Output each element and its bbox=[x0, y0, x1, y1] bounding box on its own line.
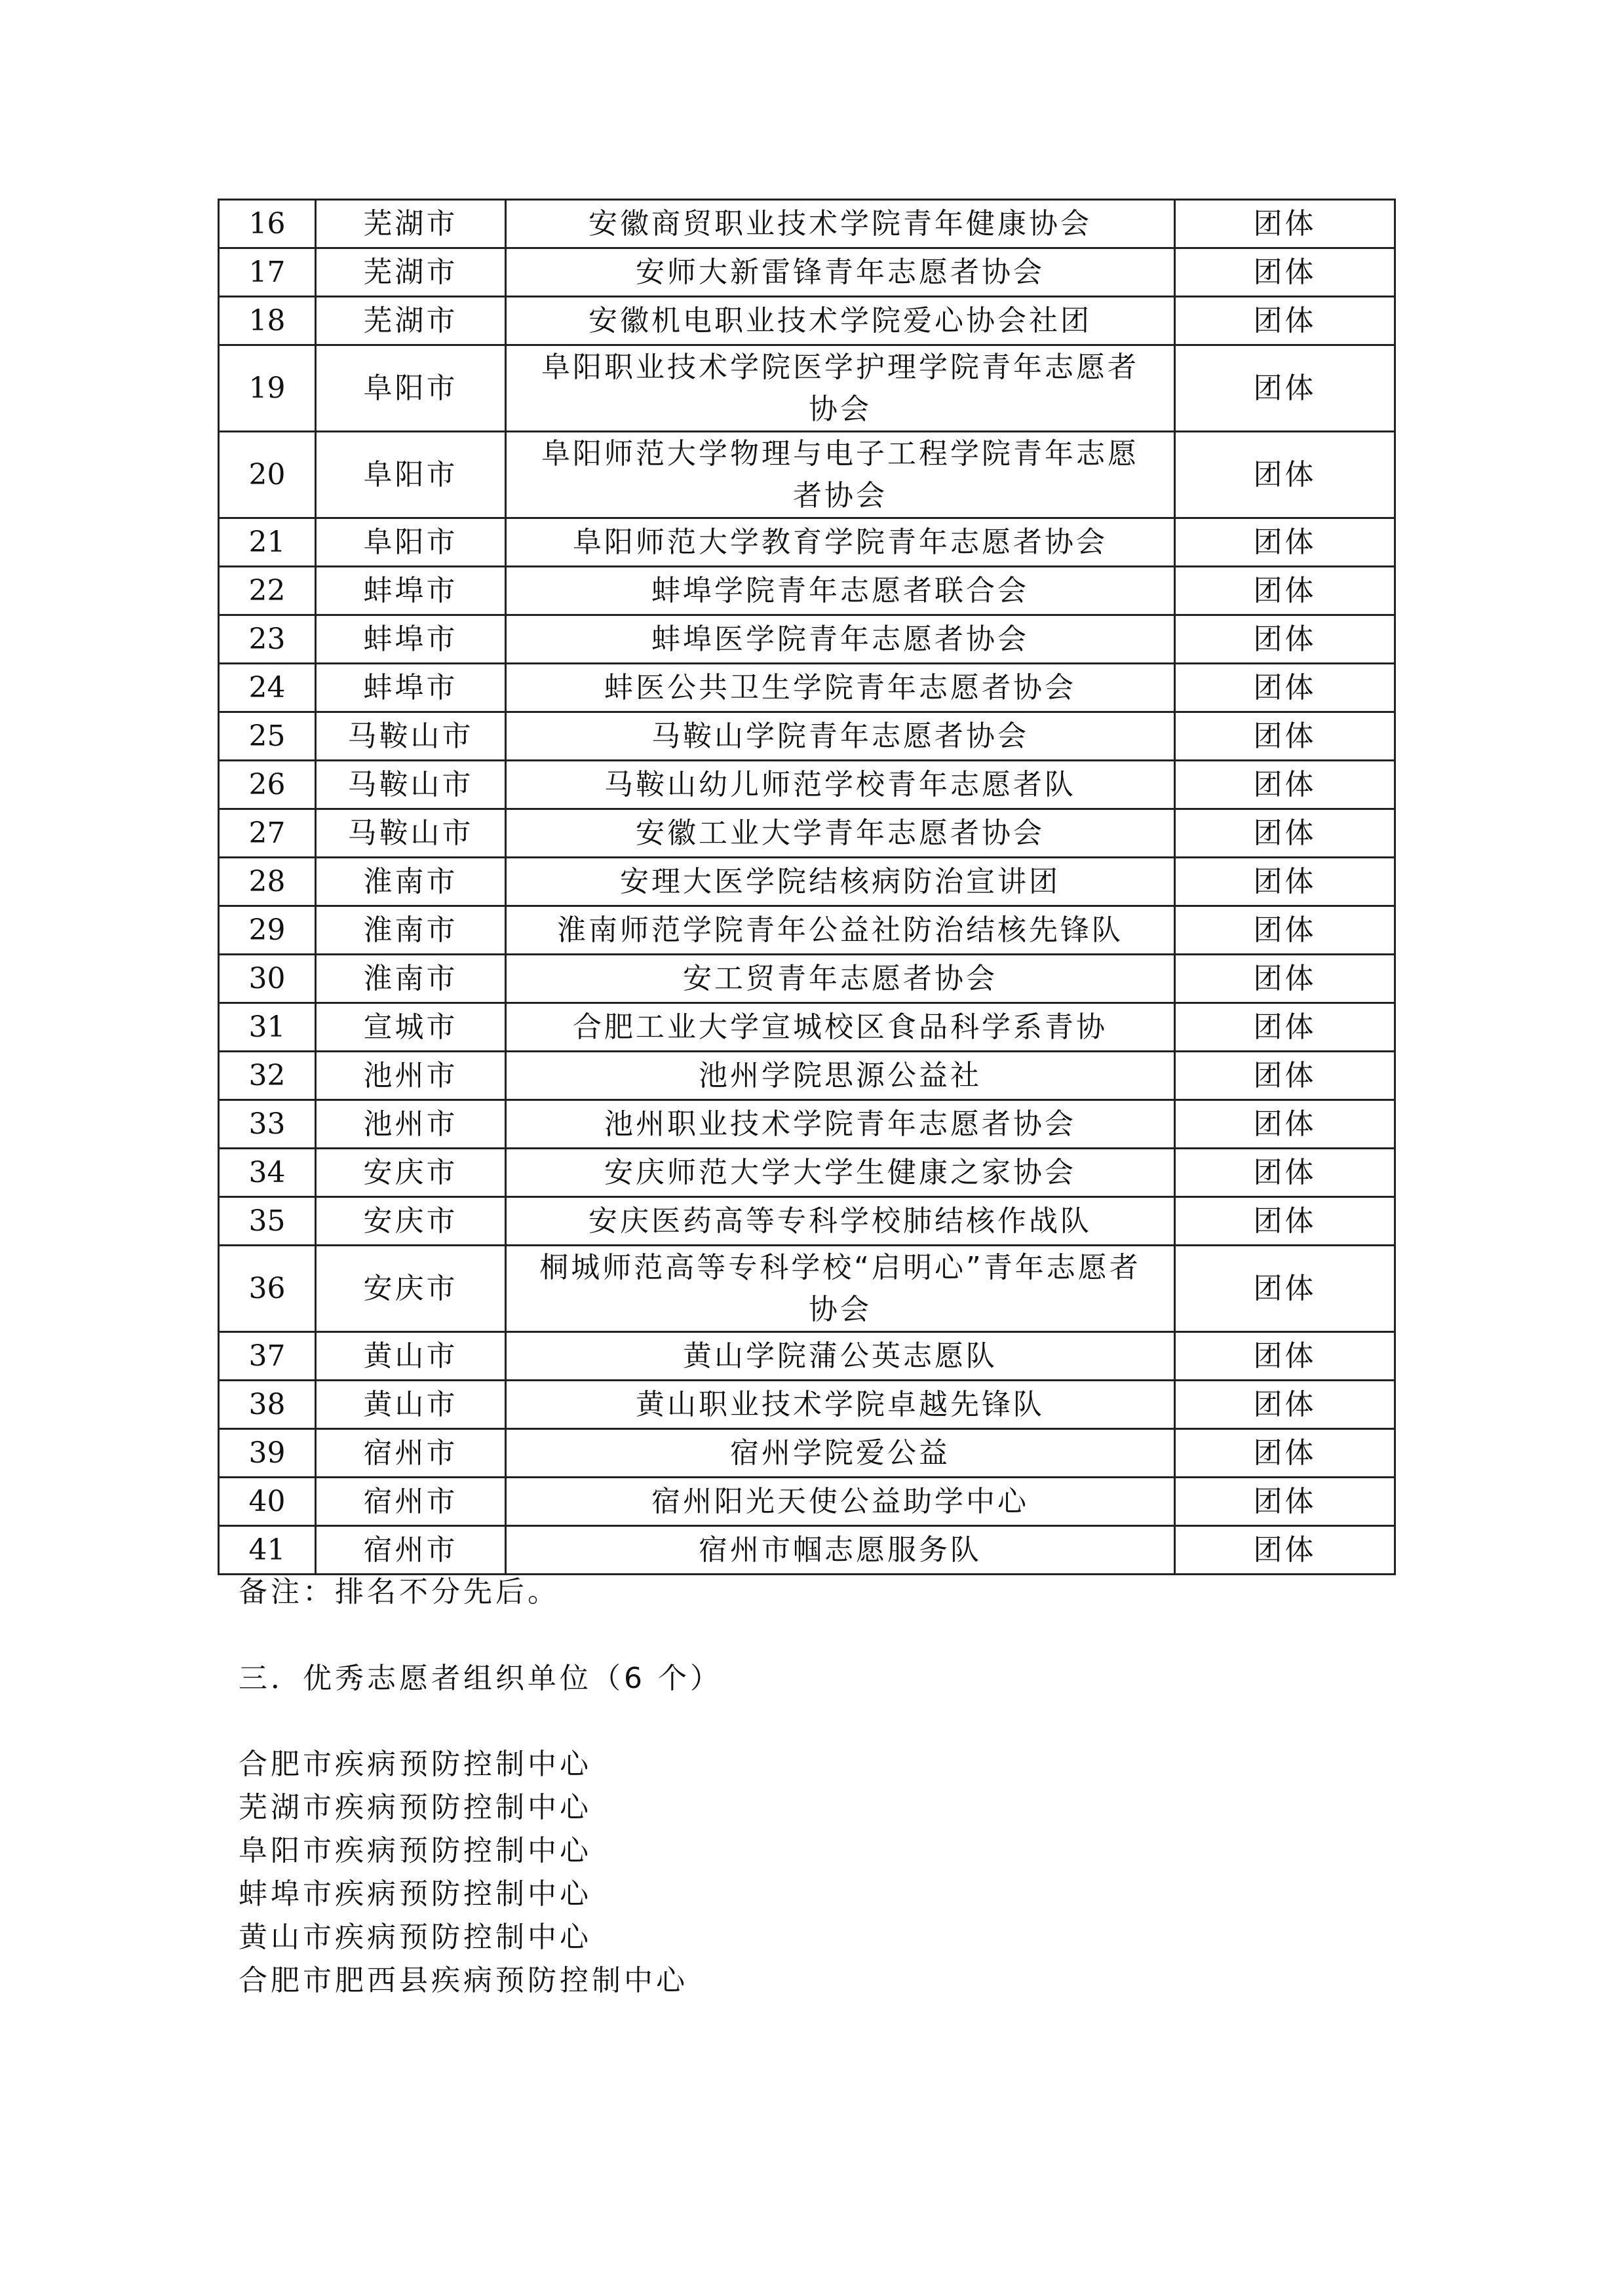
row-number: 37 bbox=[219, 1332, 316, 1381]
organization-unit-item: 合肥市疾病预防控制中心 bbox=[239, 1748, 592, 1781]
row-number: 20 bbox=[219, 432, 316, 518]
row-number: 18 bbox=[219, 297, 316, 345]
row-type: 团体 bbox=[1175, 248, 1395, 297]
organization-name-line: 蚌埠医学院青年志愿者协会 bbox=[651, 622, 1029, 656]
organization-name-line: 马鞍山幼儿师范学校青年志愿者队 bbox=[604, 767, 1076, 801]
row-city: 阜阳市 bbox=[316, 432, 506, 518]
organization-unit-item: 蚌埠市疾病预防控制中心 bbox=[239, 1877, 592, 1911]
row-organization-name bbox=[506, 664, 1175, 712]
table-row bbox=[219, 567, 1395, 615]
organization-name-line: 宿州学院爱公益 bbox=[730, 1436, 950, 1470]
row-type: 团体 bbox=[1175, 1526, 1395, 1575]
table-row bbox=[219, 1197, 1395, 1246]
table-row bbox=[219, 1526, 1395, 1575]
organization-unit-item: 合肥市肥西县疾病预防控制中心 bbox=[239, 1964, 688, 1997]
organization-name-line: 阜阳职业技术学院医学护理学院青年志愿者 bbox=[541, 350, 1139, 384]
row-city: 芜湖市 bbox=[316, 200, 506, 248]
row-number: 28 bbox=[219, 858, 316, 906]
row-number: 38 bbox=[219, 1381, 316, 1429]
award-table-container bbox=[218, 199, 1394, 1575]
row-number: 26 bbox=[219, 761, 316, 809]
organization-name-line: 合肥工业大学宣城校区食品科学系青协 bbox=[573, 1010, 1108, 1044]
row-number: 40 bbox=[219, 1478, 316, 1526]
row-number: 39 bbox=[219, 1429, 316, 1478]
row-type: 团体 bbox=[1175, 615, 1395, 664]
row-type: 团体 bbox=[1175, 345, 1395, 432]
row-number: 21 bbox=[219, 518, 316, 567]
row-organization-name bbox=[506, 712, 1175, 761]
row-type: 团体 bbox=[1175, 567, 1395, 615]
row-organization-name bbox=[506, 1003, 1175, 1052]
row-city: 芜湖市 bbox=[316, 297, 506, 345]
organization-name-line: 蚌埠学院青年志愿者联合会 bbox=[651, 573, 1029, 607]
row-type: 团体 bbox=[1175, 906, 1395, 955]
row-number: 23 bbox=[219, 615, 316, 664]
row-number: 27 bbox=[219, 809, 316, 858]
organization-name-line: 阜阳师范大学教育学院青年志愿者协会 bbox=[573, 525, 1108, 559]
row-type: 团体 bbox=[1175, 1149, 1395, 1197]
row-type: 团体 bbox=[1175, 809, 1395, 858]
row-organization-name bbox=[506, 1429, 1175, 1478]
organization-name-line: 马鞍山学院青年志愿者协会 bbox=[651, 719, 1029, 753]
table-row bbox=[219, 858, 1395, 906]
table-row bbox=[219, 906, 1395, 955]
organization-name-line: 黄山学院蒲公英志愿队 bbox=[683, 1339, 997, 1373]
row-organization-name bbox=[506, 1381, 1175, 1429]
table-row bbox=[219, 432, 1395, 518]
row-city: 蚌埠市 bbox=[316, 664, 506, 712]
organization-name-line: 安工贸青年志愿者协会 bbox=[683, 961, 997, 995]
row-city: 马鞍山市 bbox=[316, 809, 506, 858]
organization-name-line: 桐城师范高等专科学校“启明心”青年志愿者 bbox=[539, 1250, 1141, 1284]
row-city: 马鞍山市 bbox=[316, 712, 506, 761]
table-row bbox=[219, 248, 1395, 297]
row-organization-name bbox=[506, 518, 1175, 567]
row-number: 22 bbox=[219, 567, 316, 615]
row-organization-name bbox=[506, 432, 1175, 518]
row-number: 33 bbox=[219, 1100, 316, 1149]
row-city: 安庆市 bbox=[316, 1149, 506, 1197]
organization-name-line: 安理大医学院结核病防治宣讲团 bbox=[620, 864, 1060, 898]
row-organization-name bbox=[506, 906, 1175, 955]
row-type: 团体 bbox=[1175, 1246, 1395, 1332]
row-organization-name bbox=[506, 761, 1175, 809]
row-type: 团体 bbox=[1175, 1003, 1395, 1052]
organization-name-line: 安徽商贸职业技术学院青年健康协会 bbox=[588, 206, 1092, 240]
table-row bbox=[219, 615, 1395, 664]
row-number: 34 bbox=[219, 1149, 316, 1197]
table-row bbox=[219, 518, 1395, 567]
award-table-body bbox=[219, 200, 1395, 1575]
row-city: 淮南市 bbox=[316, 906, 506, 955]
organization-unit-item: 芜湖市疾病预防控制中心 bbox=[239, 1791, 592, 1824]
row-organization-name bbox=[506, 858, 1175, 906]
row-number: 36 bbox=[219, 1246, 316, 1332]
row-number: 32 bbox=[219, 1052, 316, 1100]
row-type: 团体 bbox=[1175, 712, 1395, 761]
organization-name-line: 阜阳师范大学物理与电子工程学院青年志愿 bbox=[541, 436, 1139, 470]
table-row bbox=[219, 1381, 1395, 1429]
row-organization-name bbox=[506, 297, 1175, 345]
table-row bbox=[219, 955, 1395, 1003]
row-city: 安庆市 bbox=[316, 1246, 506, 1332]
row-type: 团体 bbox=[1175, 1197, 1395, 1246]
table-row bbox=[219, 297, 1395, 345]
organization-name-line: 池州职业技术学院青年志愿者协会 bbox=[604, 1107, 1076, 1141]
organization-name-line: 协会 bbox=[809, 1292, 872, 1326]
row-city: 蚌埠市 bbox=[316, 567, 506, 615]
organization-name-line: 安徽机电职业技术学院爱心协会社团 bbox=[588, 303, 1092, 337]
organization-name-line: 安庆医药高等专科学校肺结核作战队 bbox=[588, 1204, 1092, 1238]
organization-name-line: 宿州阳光天使公益助学中心 bbox=[651, 1484, 1029, 1518]
row-organization-name bbox=[506, 200, 1175, 248]
organization-unit-list bbox=[239, 1743, 688, 2002]
row-city: 池州市 bbox=[316, 1052, 506, 1100]
row-city: 宿州市 bbox=[316, 1526, 506, 1575]
row-type: 团体 bbox=[1175, 1100, 1395, 1149]
row-city: 淮南市 bbox=[316, 858, 506, 906]
row-type: 团体 bbox=[1175, 1052, 1395, 1100]
organization-name-line: 淮南师范学院青年公益社防治结核先锋队 bbox=[557, 913, 1123, 947]
row-city: 宣城市 bbox=[316, 1003, 506, 1052]
organization-name-line: 安徽工业大学青年志愿者协会 bbox=[636, 816, 1045, 850]
row-organization-name bbox=[506, 809, 1175, 858]
row-organization-name bbox=[506, 248, 1175, 297]
table-row bbox=[219, 1149, 1395, 1197]
row-type: 团体 bbox=[1175, 518, 1395, 567]
award-table bbox=[218, 199, 1396, 1575]
row-number: 30 bbox=[219, 955, 316, 1003]
row-number: 16 bbox=[219, 200, 316, 248]
organization-name-line: 协会 bbox=[809, 392, 872, 426]
row-type: 团体 bbox=[1175, 1381, 1395, 1429]
section-heading: 三．优秀志愿者组织单位（6 个） bbox=[239, 1662, 722, 1695]
table-row bbox=[219, 712, 1395, 761]
row-type: 团体 bbox=[1175, 664, 1395, 712]
row-number: 41 bbox=[219, 1526, 316, 1575]
row-organization-name bbox=[506, 955, 1175, 1003]
table-row bbox=[219, 1478, 1395, 1526]
table-row bbox=[219, 761, 1395, 809]
table-row bbox=[219, 1332, 1395, 1381]
row-type: 团体 bbox=[1175, 858, 1395, 906]
table-row bbox=[219, 809, 1395, 858]
row-type: 团体 bbox=[1175, 297, 1395, 345]
table-row bbox=[219, 345, 1395, 432]
row-city: 阜阳市 bbox=[316, 345, 506, 432]
row-city: 马鞍山市 bbox=[316, 761, 506, 809]
row-type: 团体 bbox=[1175, 1429, 1395, 1478]
organization-name-line: 蚌医公共卫生学院青年志愿者协会 bbox=[604, 670, 1076, 704]
row-type: 团体 bbox=[1175, 432, 1395, 518]
row-number: 17 bbox=[219, 248, 316, 297]
row-city: 芜湖市 bbox=[316, 248, 506, 297]
table-row bbox=[219, 1246, 1395, 1332]
organization-name-line: 者协会 bbox=[793, 478, 887, 512]
table-row bbox=[219, 1429, 1395, 1478]
organization-name-line: 池州学院思源公益社 bbox=[699, 1058, 982, 1092]
row-organization-name bbox=[506, 615, 1175, 664]
row-organization-name bbox=[506, 345, 1175, 432]
row-number: 24 bbox=[219, 664, 316, 712]
row-city: 黄山市 bbox=[316, 1381, 506, 1429]
table-row bbox=[219, 1003, 1395, 1052]
row-organization-name bbox=[506, 1100, 1175, 1149]
row-number: 25 bbox=[219, 712, 316, 761]
row-city: 黄山市 bbox=[316, 1332, 506, 1381]
row-number: 29 bbox=[219, 906, 316, 955]
table-row bbox=[219, 1052, 1395, 1100]
organization-name-line: 宿州市帼志愿服务队 bbox=[699, 1533, 982, 1567]
row-city: 安庆市 bbox=[316, 1197, 506, 1246]
row-city: 淮南市 bbox=[316, 955, 506, 1003]
organization-unit-item: 阜阳市疾病预防控制中心 bbox=[239, 1834, 592, 1867]
organization-name-line: 安师大新雷锋青年志愿者协会 bbox=[636, 255, 1045, 289]
row-number: 35 bbox=[219, 1197, 316, 1246]
organization-name-line: 黄山职业技术学院卓越先锋队 bbox=[636, 1387, 1045, 1421]
row-organization-name bbox=[506, 1246, 1175, 1332]
row-organization-name bbox=[506, 1332, 1175, 1381]
row-organization-name bbox=[506, 1052, 1175, 1100]
table-row bbox=[219, 664, 1395, 712]
row-type: 团体 bbox=[1175, 761, 1395, 809]
row-type: 团体 bbox=[1175, 1332, 1395, 1381]
row-type: 团体 bbox=[1175, 200, 1395, 248]
row-city: 蚌埠市 bbox=[316, 615, 506, 664]
row-type: 团体 bbox=[1175, 955, 1395, 1003]
row-organization-name bbox=[506, 1478, 1175, 1526]
row-type: 团体 bbox=[1175, 1478, 1395, 1526]
row-city: 宿州市 bbox=[316, 1429, 506, 1478]
table-row bbox=[219, 1100, 1395, 1149]
row-city: 阜阳市 bbox=[316, 518, 506, 567]
table-note: 备注：排名不分先后。 bbox=[239, 1575, 560, 1609]
row-number: 31 bbox=[219, 1003, 316, 1052]
row-organization-name bbox=[506, 1149, 1175, 1197]
row-organization-name bbox=[506, 567, 1175, 615]
row-number: 19 bbox=[219, 345, 316, 432]
row-city: 池州市 bbox=[316, 1100, 506, 1149]
organization-unit-item: 黄山市疾病预防控制中心 bbox=[239, 1921, 592, 1954]
row-city: 宿州市 bbox=[316, 1478, 506, 1526]
organization-name-line: 安庆师范大学大学生健康之家协会 bbox=[604, 1155, 1076, 1189]
table-row bbox=[219, 200, 1395, 248]
row-organization-name bbox=[506, 1526, 1175, 1575]
row-organization-name bbox=[506, 1197, 1175, 1246]
